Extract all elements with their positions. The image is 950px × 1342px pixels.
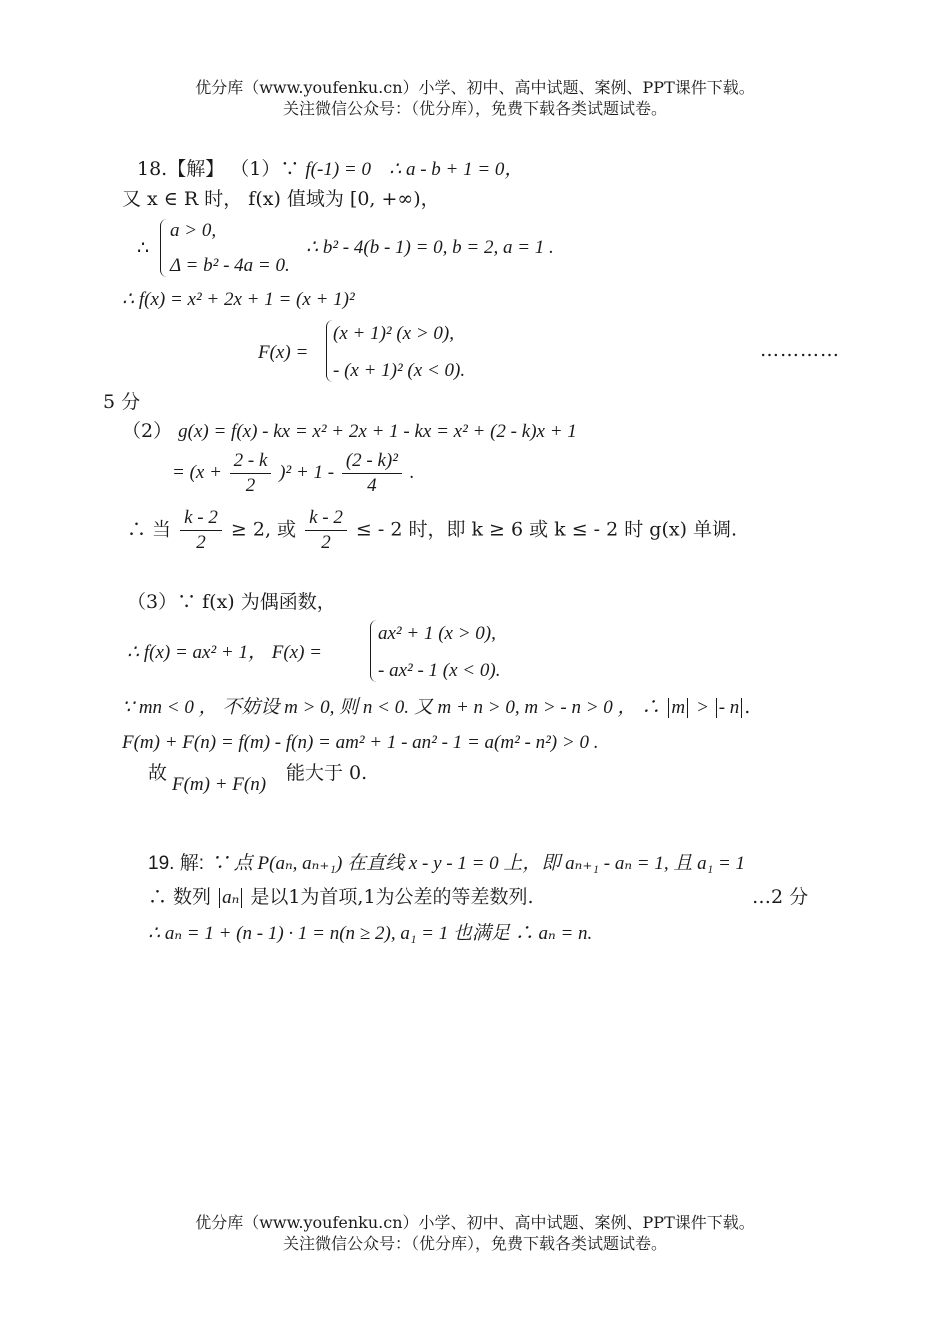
abs-bar (668, 698, 669, 718)
q18-frac-4-den: 2 (321, 532, 331, 553)
q18-complete-mid: )² + 1 - (279, 461, 335, 483)
q18-F3-bottom: - ax² - 1 (x < 0). (378, 660, 501, 681)
q18-system-brace (160, 219, 167, 277)
q18-F3-brace (370, 620, 377, 682)
q18-frac-1-num: 2 - k (230, 451, 272, 474)
abs-bar (741, 698, 742, 718)
q18-then1: ∴ a - b + 1 = 0， (389, 159, 524, 180)
q18-complete-pre: = (x + (172, 461, 222, 483)
q18-when: ∴ 当 (127, 518, 172, 541)
q18-part2-label: （2） (122, 420, 173, 442)
q18-g-line: g(x) = f(x) - kx = x² + 2x + 1 - kx = x² + (2 - k)x + 1 (178, 421, 577, 442)
q18-F3-top: ax² + 1 (x > 0), (378, 623, 496, 644)
q18-complete-end: . (409, 461, 415, 483)
q18-Fx-lhs: F(x) = (258, 342, 309, 363)
abs-bar (687, 698, 688, 718)
q19-score: …2 分 (752, 886, 809, 908)
q18-mn-gt: > (696, 697, 714, 718)
q18-abs-m: m (671, 697, 686, 718)
q19-line-3: ∴ aₙ = 1 + (n - 1) · 1 = n(n ≥ 2), a₁ = 1 也满足 ∴ aₙ = n. (148, 923, 593, 944)
q19-line-1-text: ∵ 点 P(aₙ, aₙ₊₁) 在直线 x - y - 1 = 0 上，即 aₙ₊₁ - aₙ = 1, 且 a₁ = 1 (210, 853, 746, 874)
q18-frac-4 (305, 508, 347, 553)
q18-conclude-b: F(m) + F(n) (172, 774, 267, 795)
q18-label: 18.【解】 (137, 158, 225, 180)
q18-fx-line: ∴ f(x) = x² + 2x + 1 = (x + 1)² (122, 289, 355, 310)
q18-mn-text: ∵ mn < 0 ， 不妨设 m > 0, 则 n < 0. 又 m + n > 0, m > - n > 0 ， ∴ (122, 697, 661, 718)
q18-frac-3-num: k - 2 (180, 508, 222, 531)
q19-label: 19. 解: (148, 853, 204, 874)
q18-monotone-line (127, 508, 737, 553)
q19-line-2 (148, 885, 534, 910)
q18-cond-1: ≥ 2, 或 (230, 518, 297, 541)
q18-conclude-c: 能大于 0. (286, 762, 368, 784)
q18-abs-n: - n (718, 697, 740, 718)
q18-system-bottom: Δ = b² - 4a = 0. (170, 255, 290, 276)
footer-line-2: 关注微信公众号：（优分库），免费下载各类试题试卷。 (282, 1234, 667, 1253)
q18-frac-2-num: (2 - k)² (342, 451, 402, 474)
q18-frac-4-num: k - 2 (305, 508, 347, 531)
q18-frac-1-den: 2 (245, 475, 256, 496)
q18-frac-2 (342, 451, 402, 496)
q18-system-result: ∴ b² - 4(b - 1) = 0, b = 2, a = 1 . (306, 237, 554, 258)
set-brace (219, 888, 220, 908)
set-brace (241, 888, 242, 908)
q18-line-1 (137, 157, 523, 182)
q18-frac-3 (180, 508, 222, 553)
q18-mn-line (122, 695, 750, 720)
q18-frac-1 (230, 451, 272, 496)
q18-Fx-brace (326, 320, 333, 382)
q19-line-2a: ∴ 数列 (148, 886, 212, 908)
q18-complete-square (172, 451, 414, 496)
q18-f-minus1: f(-1) = 0 (305, 159, 371, 180)
q18-dots: ………… (760, 339, 840, 361)
q18-frac-3-den: 2 (196, 532, 206, 553)
q18-Fmn-line: F(m) + F(n) = f(m) - f(n) = am² + 1 - an² - 1 = a(m² - n²) > 0 . (122, 732, 599, 753)
q18-frac-2-den: 4 (367, 475, 377, 496)
q19-line-2b: 是以1为首项,1为公差的等差数列. (250, 886, 534, 908)
header-line-1: 优分库（www.youfenku.cn）小学、初中、高中试题、案例、PPT课件下载。 (195, 78, 755, 97)
q19-line-1 (148, 851, 745, 876)
q18-part3-line: （3）∵ f(x) 为偶函数， (127, 591, 336, 613)
footer-line-1: 优分库（www.youfenku.cn）小学、初中、高中试题、案例、PPT课件下载。 (195, 1213, 755, 1232)
q18-Fx-top: (x + 1)² (x > 0), (333, 323, 455, 344)
q18-part1-label: （1）∵ (230, 158, 300, 180)
q18-system-top: a > 0, (170, 220, 217, 241)
q18-mn-end: . (744, 696, 751, 718)
q18-score-1: 5 分 (103, 391, 141, 413)
q18-fx3-line: ∴ f(x) = ax² + 1， F(x) = (127, 642, 322, 663)
q19-seq: aₙ (222, 887, 240, 908)
q18-line-2: 又 x ∈ R 时， f(x) 值域为 [0, +∞)， (122, 188, 440, 210)
q18-cond-2: ≤ - 2 时，即 k ≥ 6 或 k ≤ - 2 时 g(x) 单调. (355, 518, 738, 541)
q18-part2-line (122, 419, 577, 444)
q18-Fx-bottom: - (x + 1)² (x < 0). (333, 360, 466, 381)
header-line-2: 关注微信公众号：（优分库），免费下载各类试题试卷。 (282, 99, 667, 118)
q18-conclude-a: 故 (148, 762, 168, 784)
q18-therefore-1: ∴ (137, 237, 150, 259)
abs-bar (716, 698, 717, 718)
